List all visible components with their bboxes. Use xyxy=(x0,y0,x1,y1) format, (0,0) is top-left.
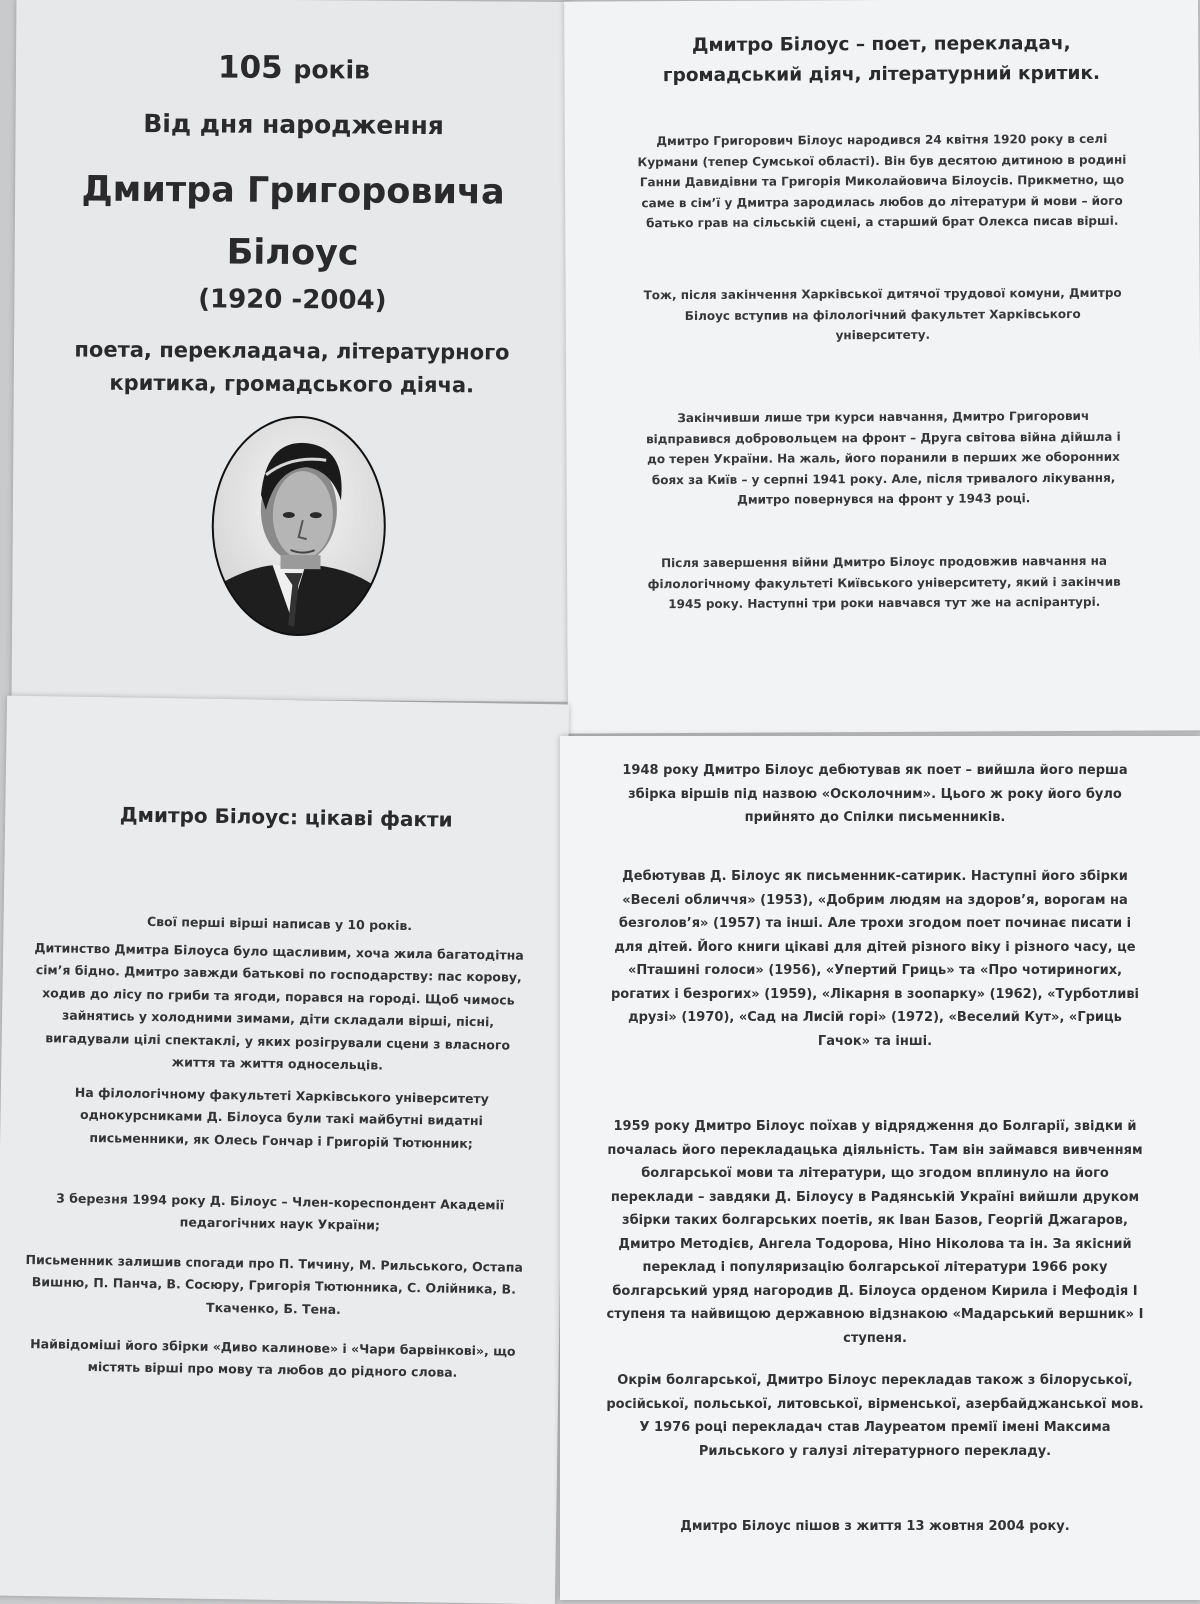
anniversary-heading xyxy=(16,48,572,88)
fact-paragraph: Найвідоміші його збірки «Диво калинове» і «Чари барвінкові», що містять вірші про мову та любов до рідного слова. xyxy=(30,1335,516,1380)
fact-paragraph: На філологічному факультеті Харківського університету однокурсниками Д. Білоуса були такі майбутні видатні письменники, як Олесь Гончар і Григорій Тютюнник; xyxy=(74,1084,490,1151)
career-sheet xyxy=(560,736,1200,1600)
career-paragraph: 1959 року Дмитро Білоус поїхав у відрядження до Болгарії, звідки й почалась його перекладацька діяльність. Там він займався вивченням болгарської мови та літератури, що згодом вплинуло на його переклади – завдяки Д. Білоусу в Радянській Україні вийшли друком збірки таких болгарських поетів, як Іван Базов, Георгій Джагаров, Дмитро Методієв, Ангела Тодорова, Ніно Ніколова та ін. За якісний переклад і популяризацію болгарської літератури 1966 року болгарський уряд нагородив Д. Білоуса орденом Кирила і Мефодія I ступеня та найвищою державною відзнакою «Мадарський вершник» I ступеня. xyxy=(606,1119,1144,1346)
bio-paragraph: Тож, після закінчення Харківської дитячої трудової комуни, Дмитро Білоус вступив на філологічний факультет Харківського університету. xyxy=(643,285,1122,343)
birth-line: Від дня народження xyxy=(143,108,444,141)
roles-text: поета, перекладача, літературного критика, громадського діяча. xyxy=(74,337,510,398)
fact-paragraph: 3 березня 1994 року Д. Білоус – Член-кореспондент Академії педагогічних наук України; xyxy=(56,1189,505,1233)
career-paragraph: Дебютував Д. Білоус як письменник-сатирик. Наступні його збірки «Веселі обличчя» (1953), «Добрим людям на здоров’я, ворогам на безголов’я» (1957) та інші. Але трохи згодом поет починає писати і для дітей. Його книги цікаві для дітей різного віку і різного часу, це «Пташині голоси» (1956), «Упертий Гриць» та «Про чотириногих, рогатих і безрогих» (1959), «Лікарня в зоопарку» (1962), «Турботливі друзі» (1970), «Сад на Лисій горі» (1972), «Веселий Кут», «Гриць Гачок» та інші. xyxy=(610,869,1140,1049)
biography-sheet xyxy=(564,0,1200,734)
years-word: років xyxy=(293,55,371,85)
fact-paragraph: Письменник залишив спогади про П. Тичину, М. Рильського, Остапа Вишню, П. Панча, В. Сосюру, Григорія Тютюнника, С. Олійника, В. Ткаченко, Б. Тена. xyxy=(25,1251,523,1317)
bio-paragraph: Після завершення війни Дмитро Білоус продовжив навчання на філологічному факультеті Київського університету, який і закінчив 1945 року. Наступні три роки навчався тут же на аспірантурі. xyxy=(647,553,1121,612)
facts-title: Дмитро Білоус: цікаві факти xyxy=(119,802,453,832)
biography-title: Дмитро Білоус – поет, перекладач, громадський діяч, літературний критик. xyxy=(662,33,1101,87)
career-paragraph: 1948 року Дмитро Білоус дебютував як поет – вийшла його перша збірка віршів під назвою «Осколочним». Цього ж року його було прийнято до Спілки письменників. xyxy=(622,763,1128,825)
fact-paragraph: Дитинство Дмитра Білоуса було щасливим, хоча жила багатодітна сім’я бідно. Дмитро завжди батькові по господарству: пас корову, ходив до лісу по гриби та ягоди, порався на городі. Щоб чимось зайнятись у холодними зимами, діти складали вірші, пісні, вигадували цілі спектаклі, у яких розігрували сцени з власного життя та життя односельців. xyxy=(34,939,524,1073)
facts-sheet xyxy=(0,696,569,1604)
career-paragraph: Окрім болгарської, Дмитро Білоус перекладав також з білоруської, російської, польської, литовської, вірменської, азербайджанської мов. У 1976 році перекладач став Лауреатом премії імені Максима Рильського у галузі літературного перекладу. xyxy=(606,1373,1144,1459)
life-dates: (1920 -2004) xyxy=(198,284,387,316)
bio-paragraph: Закінчивши лише три курси навчання, Дмитро Григорович відправився добровольцем на фронт – Друга світова війна дійшла і до терен України. На жаль, його поранили в перших же оборонних боях за Київ – у серпні 1941 року. Але, після тривалого лікування, Дмитро повернувся на фронт у 1943 році. xyxy=(646,408,1121,507)
portrait-image xyxy=(210,414,388,637)
title-sheet xyxy=(12,0,573,702)
career-paragraph: Дмитро Білоус пішов з життя 13 жовтня 2004 року. xyxy=(680,1519,1070,1534)
name-line-2: Білоус xyxy=(226,232,359,274)
bio-paragraph: Дмитро Григорович Білоус народився 24 квітня 1920 року в селі Курмани (тепер Сумської області). Він був десятою дитиною в родині Ганни Давидівни та Григорія Миколайовича Білоусів. Прикметно, що саме в сім’ї у Дмитра зародилась любов до літератури й мови – його батько грав на сільській сцені, а старший брат Олекса писав вірші. xyxy=(637,131,1127,231)
years-number: 105 xyxy=(217,49,283,86)
fact-paragraph: Свої перші вірші написав у 10 років. xyxy=(146,913,413,933)
name-line-1: Дмитра Григоровича xyxy=(81,169,505,213)
person-name xyxy=(14,158,571,286)
